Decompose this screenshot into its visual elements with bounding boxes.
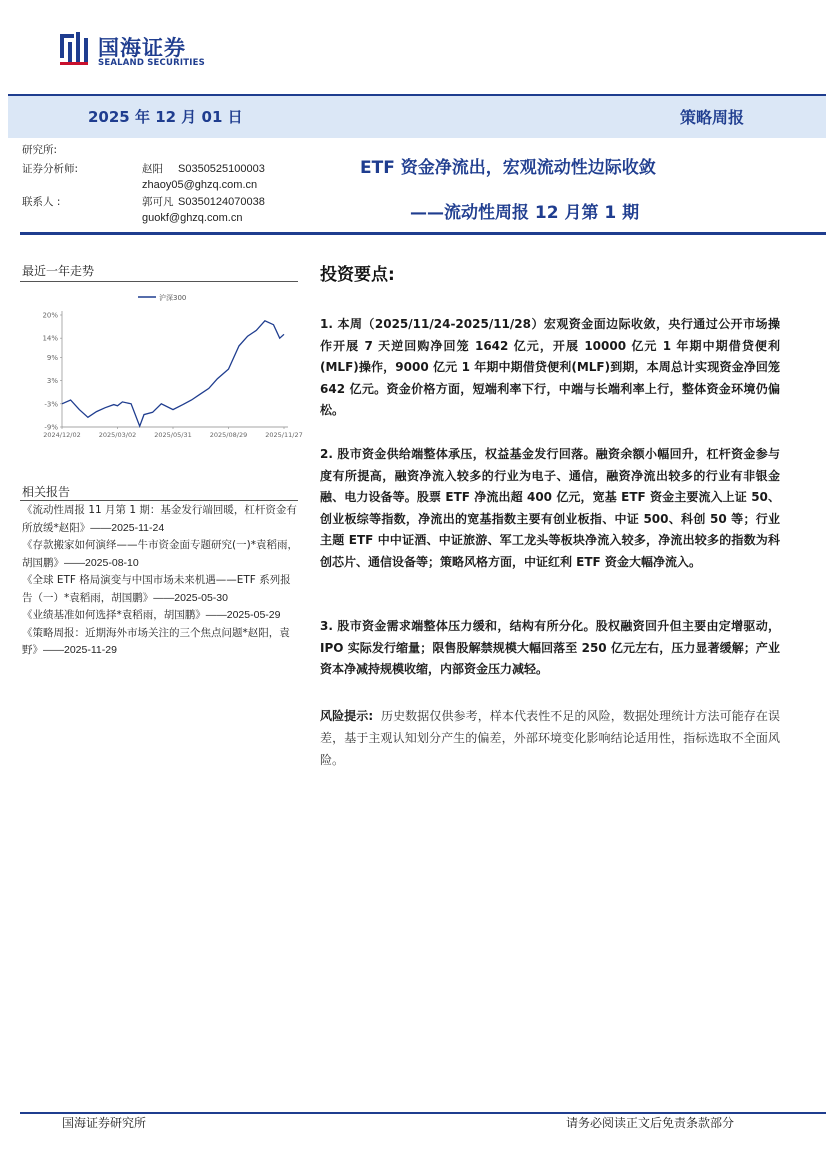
- logo-name-cn: 国海证券: [98, 36, 186, 60]
- related-item-date: ——2025-11-24: [90, 521, 165, 534]
- related-item-date: ——2025-05-30: [153, 591, 228, 604]
- related-list: [22, 502, 300, 660]
- related-item-title: 《存款搬家如何演绎——牛市资金面专题研究(一)*袁稻雨，胡国鹏》: [22, 539, 298, 569]
- y-tick-label: -9%: [44, 423, 58, 432]
- risk-notice: [320, 705, 780, 771]
- logo-mark-icon: [58, 30, 92, 66]
- risk-label: 风险提示:: [320, 709, 374, 723]
- trend-heading: 最近一年走势: [22, 264, 95, 278]
- y-tick-label: 3%: [46, 377, 58, 386]
- trend-chart: [20, 285, 303, 445]
- footer-disclaimer: 请务必阅读正文后免责条款部分: [566, 1116, 735, 1130]
- contact-email[interactable]: guokf@ghzq.com.cn: [142, 212, 243, 224]
- related-item-date: ——2025-11-29: [43, 644, 117, 656]
- x-tick-label: 2025/03/02: [98, 431, 137, 439]
- related-item-title: 《策略周报：近期海外市场关注的三个焦点问题*赵阳，袁野》: [22, 626, 290, 656]
- related-item[interactable]: [22, 572, 300, 607]
- key-point-3: 3. 股市资金需求端整体压力缓和，结构有所分化。股权融资回升但主要由定增驱动，IPO 实际发行缩量；限售股解禁规模大幅回落至 250 亿元左右，压力显著缓解；产业资本净减持规模收缩，内部资金压力减轻。: [320, 619, 780, 677]
- chart-axes: [62, 311, 288, 427]
- contact-label: 联系人 :: [22, 196, 61, 208]
- related-item-title: 《全球 ETF 格局演变与中国市场未来机遇——ETF 系列报告（一）*袁稻雨，胡国鹏》: [22, 574, 291, 604]
- analyst-cert: S0350525100003: [178, 163, 265, 175]
- company-logo: [58, 30, 218, 70]
- contact-name: 郭可凡: [142, 196, 174, 208]
- y-tick-label: 20%: [42, 311, 58, 320]
- related-divider: [20, 500, 298, 501]
- analyst-name: 赵阳: [142, 163, 163, 175]
- logo-name-en: SEALAND SECURITIES: [98, 58, 205, 68]
- series-line-hs300: [62, 321, 284, 426]
- related-item[interactable]: [22, 607, 300, 625]
- related-item-title: 《业绩基准如何选择*袁稻雨，胡国鹏》: [22, 609, 206, 621]
- x-tick-label: 2025/11/27: [265, 431, 303, 439]
- y-tick-label: -3%: [44, 400, 58, 409]
- chart-x-ticks: [43, 427, 302, 439]
- footer-institute: 国海证券研究所: [62, 1116, 147, 1130]
- related-item-date: ——2025-05-29: [205, 609, 281, 621]
- title-divider: [20, 232, 826, 235]
- analyst-email[interactable]: zhaoy05@ghzq.com.cn: [142, 179, 258, 191]
- x-tick-label: 2025/08/29: [209, 431, 248, 439]
- key-point-1: 1. 本周（2025/11/24-2025/11/28）宏观资金面边际收敛，央行通过公开市场操作开展 7 天逆回购净回笼 1642 亿元，开展 10000 亿元 1 年期中期借贷便利(MLF)操作，9000 亿元 1 年期中期借贷便利(MLF)到期，本周总计实现资金净回笼 642 亿元。资金价格方面，短端利率下行，中端与长端利率上行，整体资金环境仍偏松。: [320, 317, 780, 418]
- contact-cert: S0350124070038: [178, 196, 265, 208]
- analyst-label: 证券分析师:: [22, 163, 79, 175]
- key-point-2: 2. 股市资金供给端整体承压，权益基金发行回落。融资余额小幅回升，杠杆资金参与度有所提高，融资净流入较多的行业为电子、通信，融资净流出较多的行业有非银金融、电力设备等。股票 ETF 净流出超 400 亿元，宽基 ETF 资金主要流入上证 50、创业板综等指数，净流出的宽基指数主要有创业板指、中证 500、科创 50 等；行业主题 ETF 中中证酒、中证旅游、军工龙头等板块净流入较多，净流出较多的指数为科创芯片、通信设备等；策略风格方面，中证红利 ETF 资金大幅净流入。: [320, 447, 780, 569]
- y-tick-label: 9%: [46, 353, 58, 362]
- related-item[interactable]: [22, 625, 300, 660]
- related-item[interactable]: [22, 502, 300, 537]
- related-item-title: 《流动性周报 11 月第 1 期：基金发行端回暖，杠杆资金有所放缓*赵阳》: [22, 504, 297, 534]
- related-item-date: ——2025-08-10: [64, 556, 139, 569]
- risk-text: 历史数据仅供参考，样本代表性不足的风险，数据处理统计方法可能存在误差，基于主观认知划分产生的偏差，外部环境变化影响结论适用性，指标选取不全面风险。: [320, 709, 780, 767]
- report-title: ETF 资金净流出，宏观流动性边际收敛: [360, 158, 656, 178]
- chart-y-ticks: [42, 312, 62, 432]
- y-tick-label: 14%: [42, 334, 58, 343]
- related-heading: 相关报告: [22, 485, 71, 499]
- report-date: 2025 年 12 月 01 日: [88, 108, 243, 126]
- institute-label: 研究所:: [22, 144, 58, 156]
- report-subtitle: ——流动性周报 12 月第 1 期: [410, 203, 640, 223]
- report-type: 策略周报: [680, 108, 745, 127]
- chart-legend: [138, 293, 186, 302]
- related-item[interactable]: [22, 537, 300, 572]
- trend-divider: [20, 281, 298, 282]
- legend-label: 沪深300: [159, 294, 187, 302]
- key-points-heading: 投资要点:: [320, 265, 395, 285]
- x-tick-label: 2024/12/02: [43, 431, 81, 439]
- x-tick-label: 2025/05/31: [154, 431, 192, 439]
